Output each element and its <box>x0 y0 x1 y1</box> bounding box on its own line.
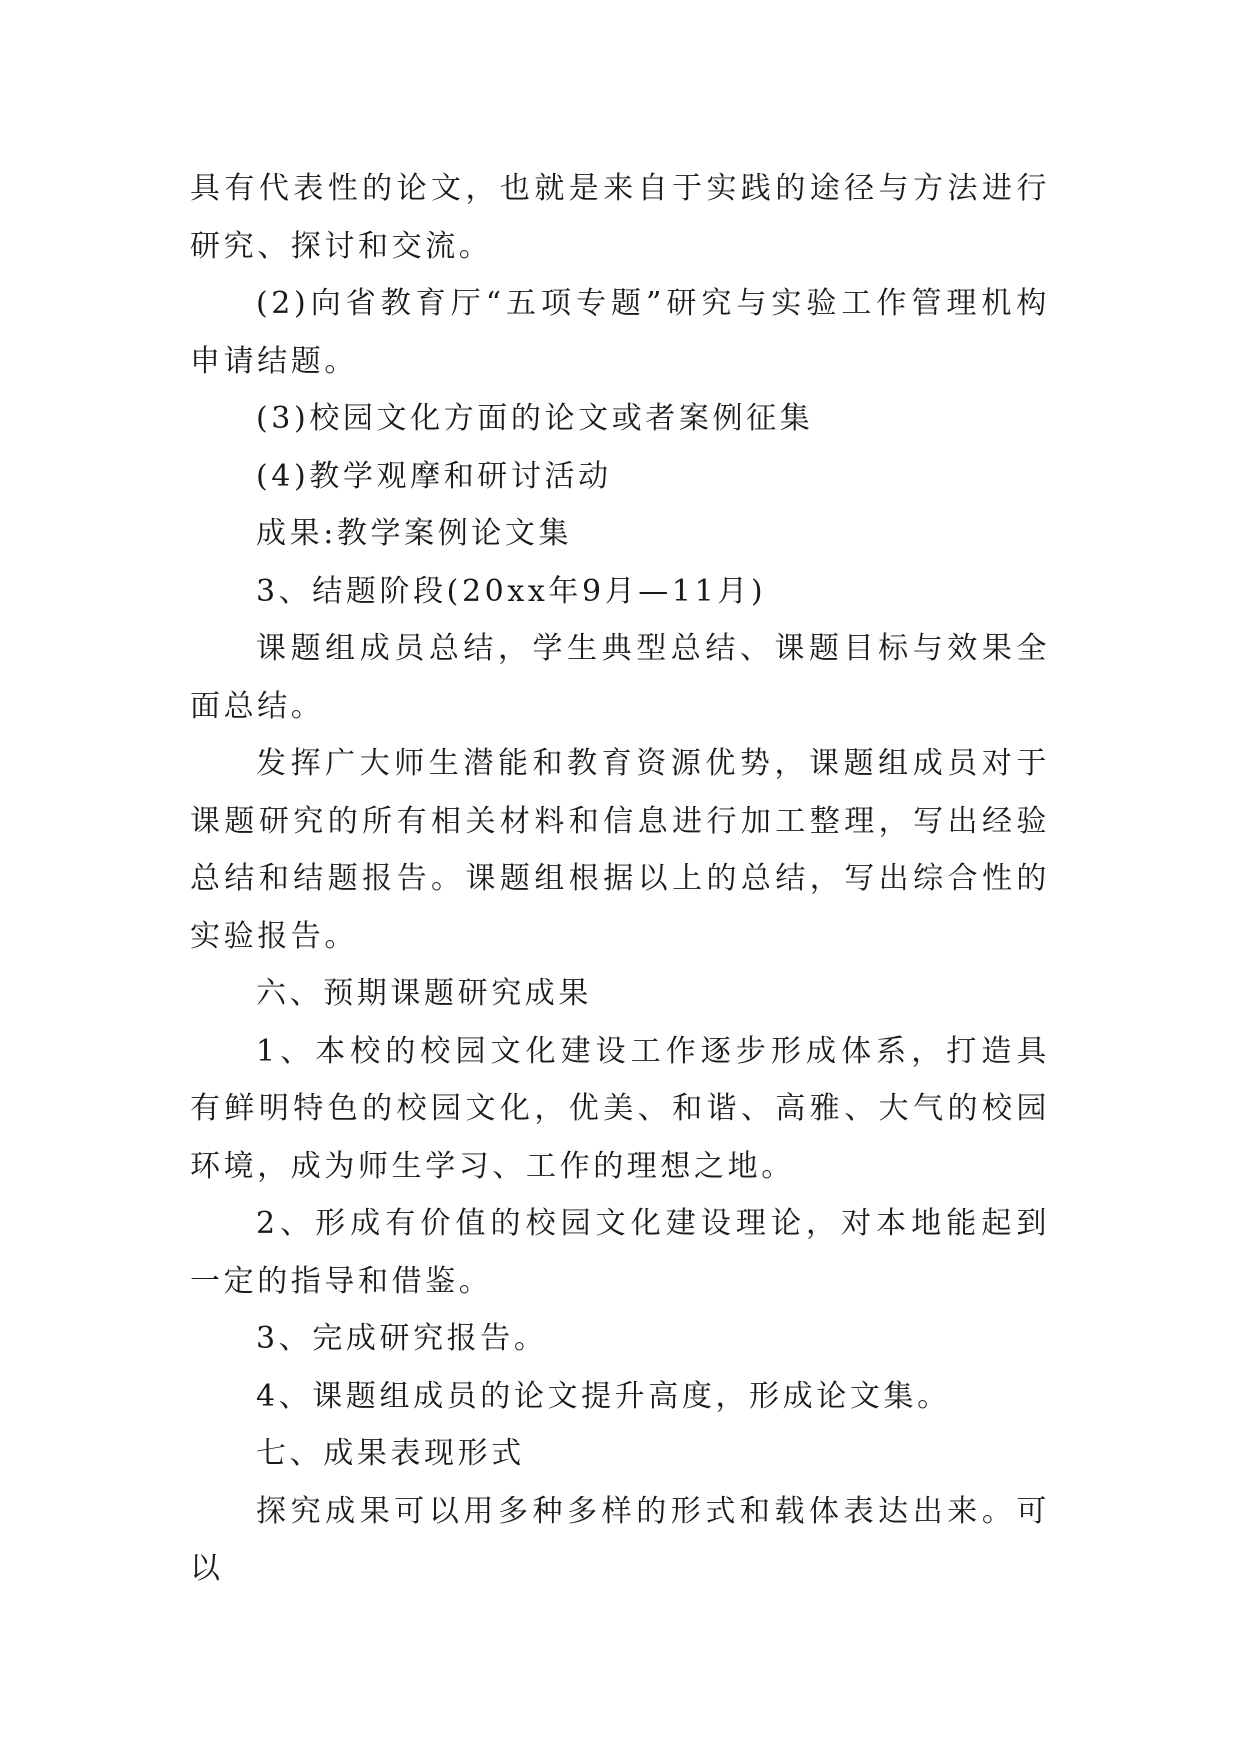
paragraph-member-summary: 课题组成员总结，学生典型总结、课题目标与效果全面总结。 <box>190 631 1050 724</box>
paragraph-apply-conclusion: (2)向省教育厅“五项专题”研究与实验工作管理机构申请结题。 <box>190 286 1050 379</box>
paragraph-teaching-observation: (4)教学观摩和研讨活动 <box>256 458 612 494</box>
paragraph-result-forms-intro: 探究成果可以用多种多样的形式和载体表达出来。可以 <box>190 1493 1050 1586</box>
paragraph-collect-cases: (3)校园文化方面的论文或者案例征集 <box>256 401 814 436</box>
paragraph-conclusion-stage-heading: 3、结题阶段(20xx年9月—11月) <box>256 573 767 609</box>
document-body <box>190 160 1050 1598</box>
section-heading-result-forms: 七、成果表现形式 <box>256 1436 525 1471</box>
paragraph-results-collection: 成果:教学案例论文集 <box>256 516 573 551</box>
paragraph-expected-result-1: 1、本校的校园文化建设工作逐步形成体系，打造具有鲜明特色的校园文化，优美、和谐、高雅、大气的校园环境，成为师生学习、工作的理想之地。 <box>190 1033 1050 1184</box>
section-heading-expected-results: 六、预期课题研究成果 <box>256 976 592 1011</box>
paragraph-expected-result-4: 4、课题组成员的论文提升高度，形成论文集。 <box>256 1378 951 1414</box>
paragraph-expected-result-2: 2、形成有价值的校园文化建设理论，对本地能起到一定的指导和借鉴。 <box>190 1206 1050 1299</box>
paragraph-continued-papers: 具有代表性的论文，也就是来自于实践的途径与方法进行研究、探讨和交流。 <box>190 171 1050 264</box>
paragraph-resource-advantage: 发挥广大师生潜能和教育资源优势，课题组成员对于课题研究的所有相关材料和信息进行加工整理，写出经验总结和结题报告。课题组根据以上的总结，写出综合性的实验报告。 <box>190 746 1050 954</box>
paragraph-expected-result-3: 3、完成研究报告。 <box>256 1321 548 1356</box>
